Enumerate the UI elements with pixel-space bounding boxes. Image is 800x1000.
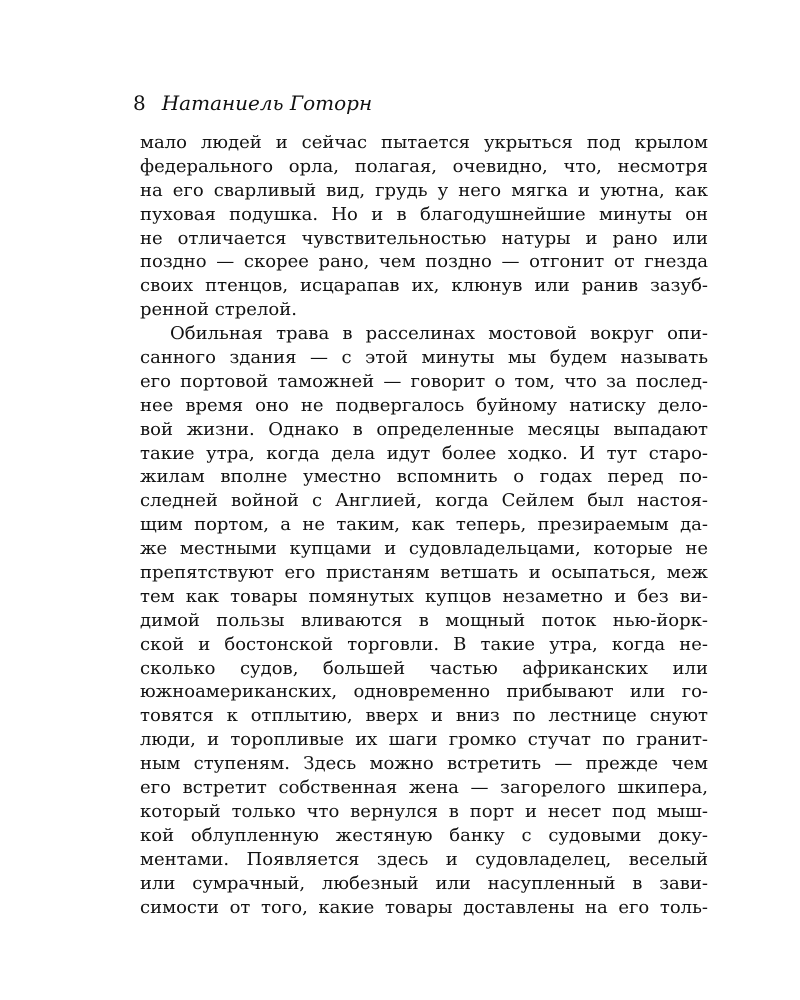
text-line: мало людей и сейчас пытается укрыться под крылом	[140, 132, 708, 153]
author-name: Натаниель Готорн	[161, 91, 373, 115]
text-line: вой жизни. Однако в определенные месяцы выпадают	[140, 418, 708, 440]
text-line: или сумрачный, любезный или насупленный в зави-	[140, 872, 708, 894]
text-line: ренной стрелой.	[140, 299, 297, 321]
text-line: поздно — скорее рано, чем поздно — отгонит от гнезда	[140, 251, 708, 273]
text-line: тем как товары помянутых купцов незаметно и без ви-	[140, 585, 708, 607]
page-number: 8	[133, 91, 146, 115]
text-line: ным ступеням. Здесь можно встретить — прежде чем	[140, 753, 708, 775]
text-line: люди, и торопливые их шаги громко стучат по гранит-	[140, 729, 708, 751]
text-line: своих птенцов, исцарапав их, клюнув или ранив зазуб-	[140, 275, 708, 297]
text-line: димой пользы вливаются в мощный поток нью-йорк-	[140, 609, 708, 631]
text-line: препятствуют его пристаням ветшать и осыпаться, меж	[140, 562, 708, 584]
text-line: такие утра, когда дела идут более ходко. И тут старо-	[140, 442, 708, 464]
text-line: же местными купцами и судовладельцами, которые не	[140, 538, 708, 560]
text-line: санного здания — с этой минуты мы будем называть	[140, 347, 708, 369]
paragraph-2	[140, 322, 708, 919]
text-line: федерального орла, полагая, очевидно, что, несмотря	[140, 155, 708, 177]
text-line: Обильная трава в расселинах мостовой вокруг опи-	[170, 323, 708, 345]
text-line: нее время оно не подвергалось буйному натиску дело-	[140, 394, 708, 416]
text-line: щим портом, а не таким, как теперь, презираемым да-	[140, 514, 708, 536]
text-line: его портовой таможней — говорит о том, что за послед-	[140, 370, 708, 392]
text-line: симости от того, какие товары доставлены на его толь-	[140, 896, 708, 918]
text-line: ментами. Появляется здесь и судовладелец, веселый	[140, 848, 708, 870]
text-line: следней войной с Англией, когда Сейлем был настоя-	[140, 490, 708, 512]
text-line: жилам вполне уместно вспомнить о годах перед по-	[140, 466, 708, 488]
body-text	[140, 131, 708, 919]
text-line: южноамериканских, одновременно прибывают или го-	[140, 681, 708, 703]
text-line: ской и бостонской торговли. В такие утра, когда не-	[140, 633, 708, 655]
text-line: пуховая подушка. Но и в благодушнейшие минуты он	[140, 203, 708, 225]
text-line: кой облупленную жестяную банку с судовыми доку-	[140, 824, 708, 846]
paragraph-1	[140, 131, 708, 322]
text-line: сколько судов, большей частью африканских или	[140, 657, 708, 679]
text-line: который только что вернулся в порт и несет под мыш-	[140, 800, 708, 822]
text-line: на его сварливый вид, грудь у него мягка и уютна, как	[140, 179, 708, 201]
text-line: товятся к отплытию, вверх и вниз по лестнице снуют	[140, 705, 708, 727]
text-line: не отличается чувствительностью натуры и рано или	[140, 227, 708, 249]
running-head	[133, 91, 372, 115]
text-line: его встретит собственная жена — загорелого шкипера,	[140, 777, 708, 799]
